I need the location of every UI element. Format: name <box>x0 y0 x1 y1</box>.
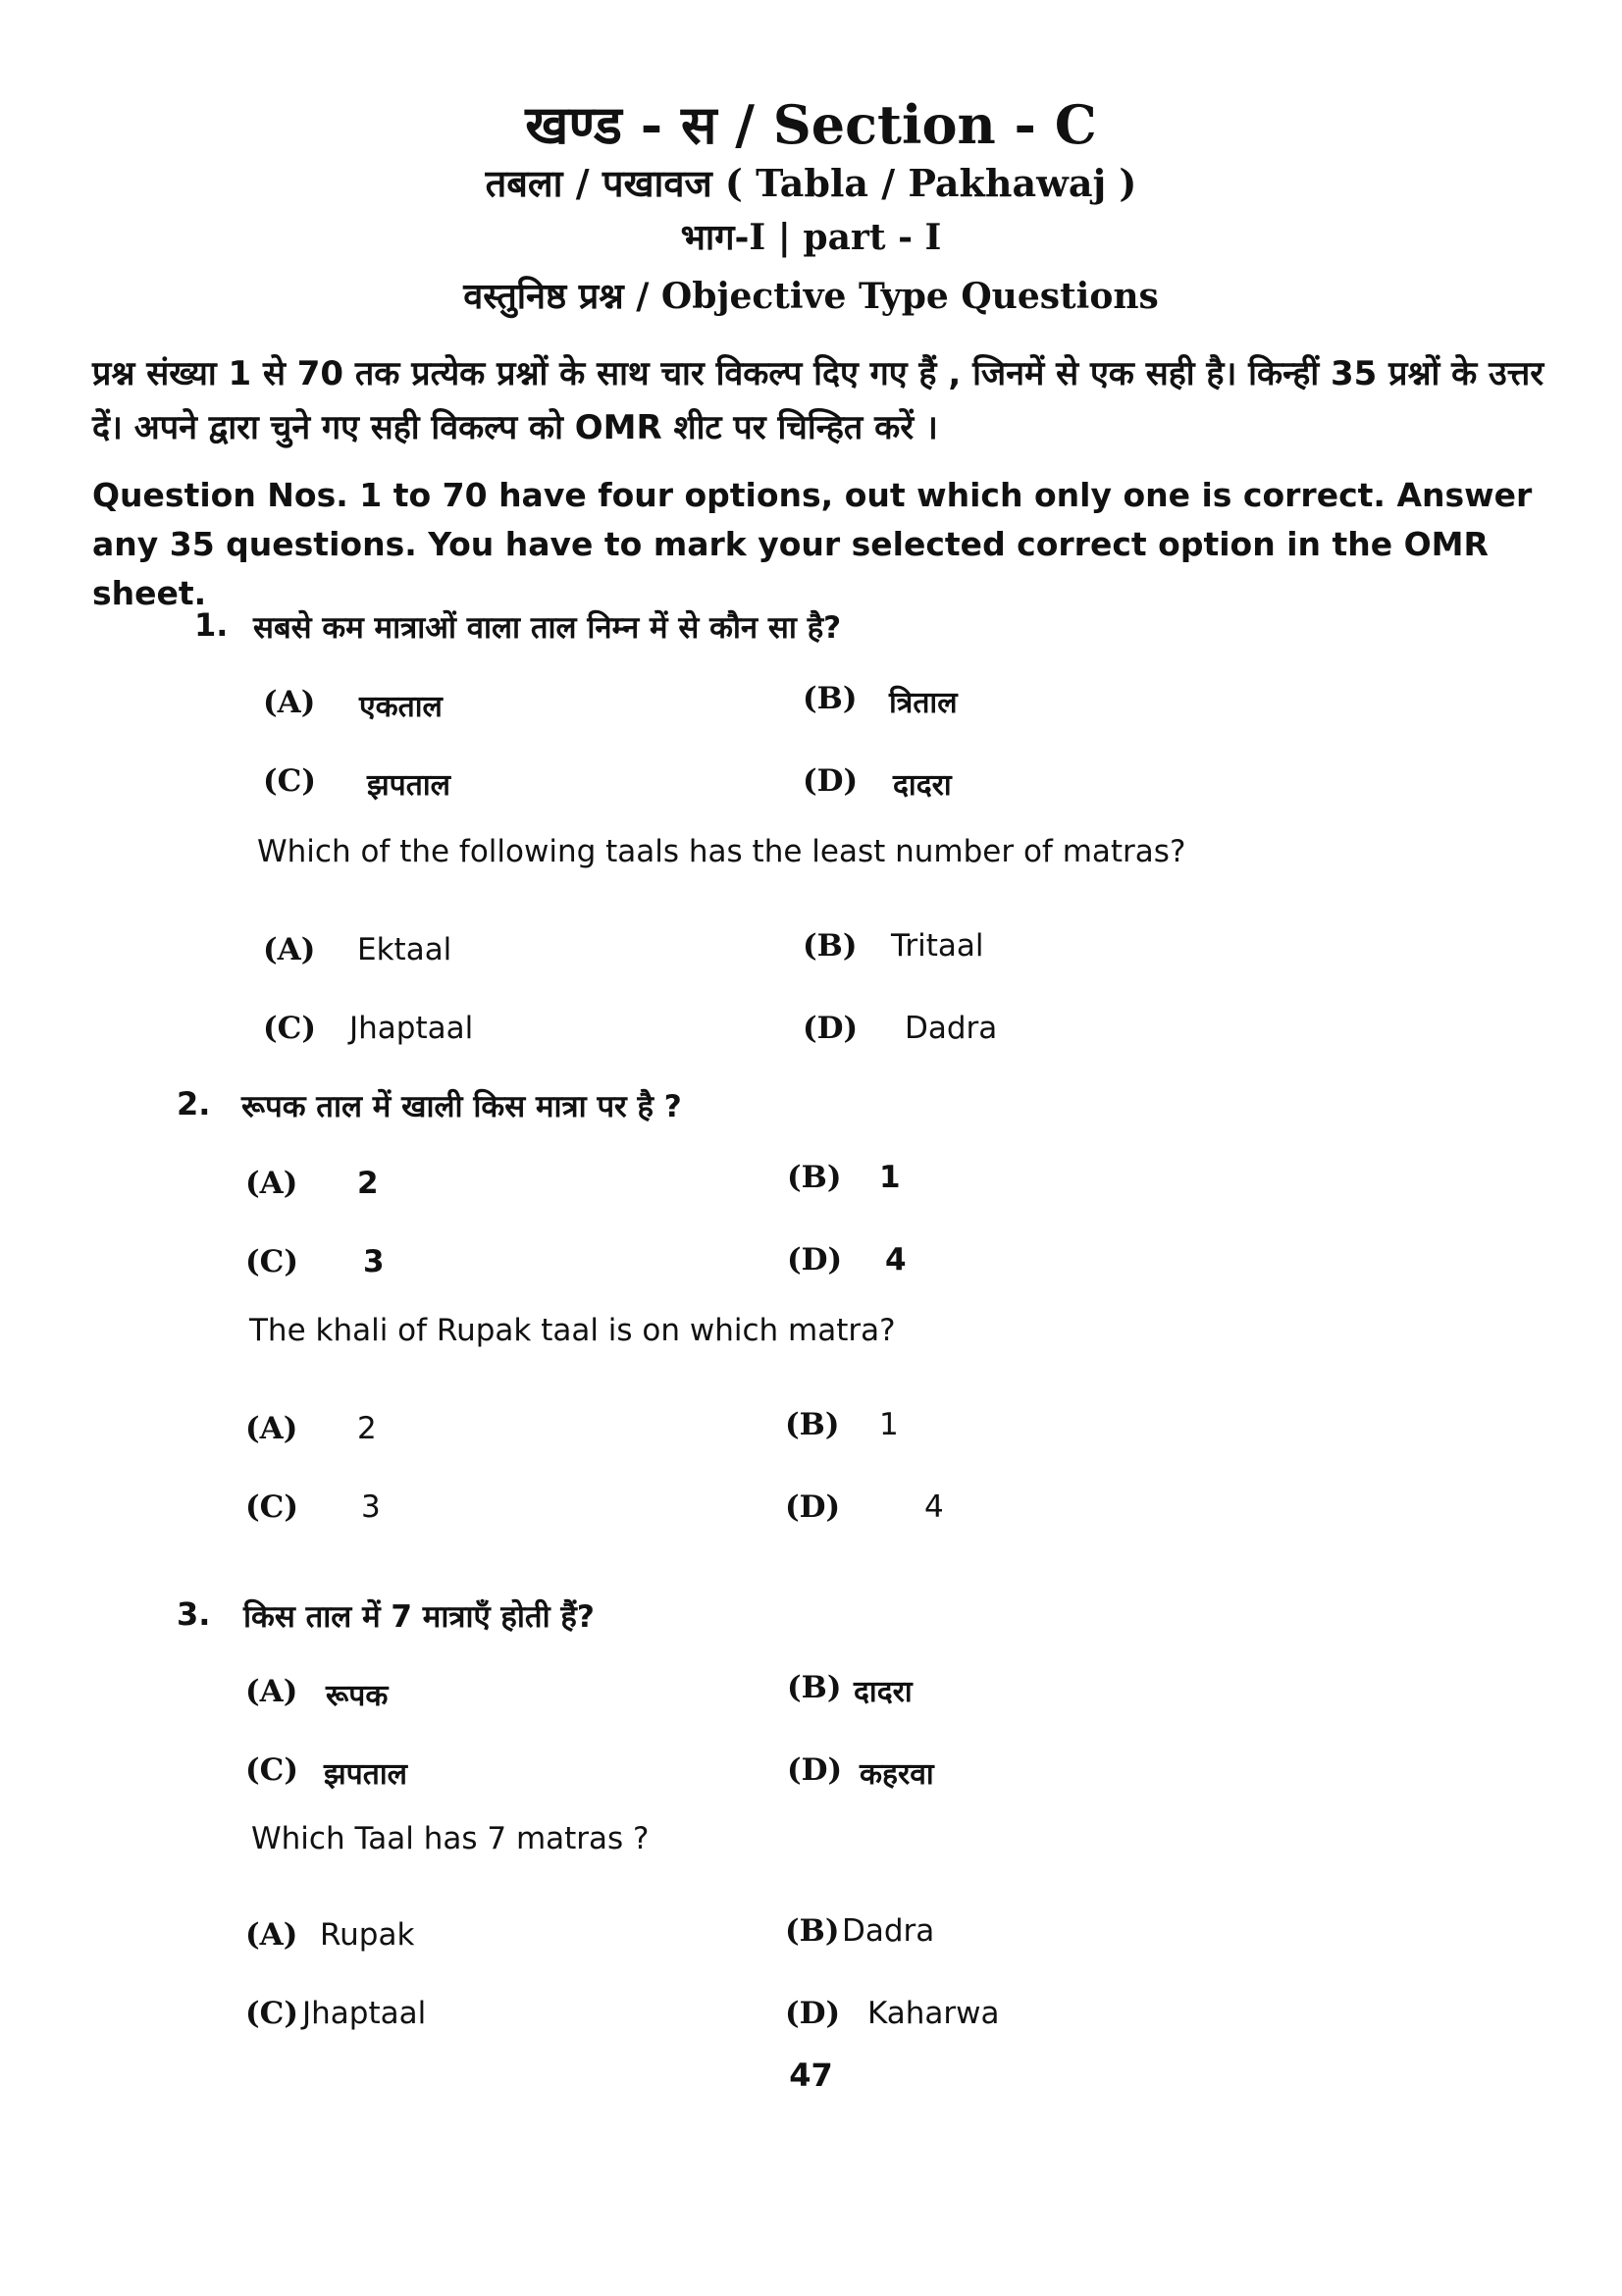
page-number: 47 <box>789 2057 833 2094</box>
option-label-c: (C) <box>245 1244 299 1279</box>
option-label-c: (C) <box>245 1752 299 1788</box>
option-a-hindi: एकताल <box>359 690 443 724</box>
option-label-c: (C) <box>263 763 317 799</box>
option-d-hindi: 4 <box>885 1242 907 1278</box>
option-label-a: (A) <box>263 932 316 967</box>
option-label-a: (A) <box>245 1166 298 1201</box>
option-d-english: Kaharwa <box>867 1996 1000 2031</box>
option-label-a: (A) <box>245 1411 298 1446</box>
question-type-title: वस्तुनिष्ठ प्रश्न / Objective Type Questions <box>463 276 1159 317</box>
option-label-d: (D) <box>803 1011 859 1046</box>
option-label-d: (D) <box>787 1752 843 1788</box>
option-a-english: 2 <box>357 1411 377 1446</box>
option-label-a: (A) <box>245 1917 298 1953</box>
question-text-english: Which of the following taals has the least number of matras? <box>257 834 1186 869</box>
option-label-d: (D) <box>787 1242 843 1278</box>
option-a-english: Ektaal <box>357 932 452 967</box>
option-c-hindi: झपताल <box>367 768 450 803</box>
option-label-b: (B) <box>785 1407 840 1442</box>
option-b-english: 1 <box>879 1407 899 1442</box>
option-d-hindi: कहरवा <box>860 1757 934 1792</box>
option-label-c: (C) <box>245 1489 299 1525</box>
question-text-hindi: सबसे कम मात्राओं वाला ताल निम्न में से कौन सा है? <box>253 610 842 646</box>
option-c-hindi: झपताल <box>324 1757 407 1792</box>
option-b-english: Tritaal <box>891 928 984 964</box>
option-label-b: (B) <box>803 928 858 964</box>
option-label-d: (D) <box>803 763 859 799</box>
option-d-english: 4 <box>924 1489 944 1525</box>
option-label-d: (D) <box>785 1489 841 1525</box>
option-label-b: (B) <box>785 1913 840 1949</box>
option-label-a: (A) <box>245 1674 298 1709</box>
option-b-hindi: त्रिताल <box>889 686 958 720</box>
option-label-b: (B) <box>803 681 858 716</box>
option-label-b: (B) <box>787 1670 842 1705</box>
section-title: खण्ड - स / Section - C <box>525 93 1097 156</box>
option-c-hindi: 3 <box>363 1244 385 1279</box>
instructions-english: Question Nos. 1 to 70 have four options, out which only one is correct. Answer any 35 questions. You have to mark your selected correct option in the OMR sheet. <box>92 476 1533 612</box>
subject-title: तबला / पखावज ( Tabla / Pakhawaj ) <box>485 161 1137 205</box>
option-b-english: Dadra <box>842 1913 935 1949</box>
option-a-hindi: रूपक <box>326 1679 389 1713</box>
option-label-d: (D) <box>785 1996 841 2031</box>
question-text-english: Which Taal has 7 matras ? <box>251 1821 650 1856</box>
option-d-english: Dadra <box>905 1011 998 1046</box>
option-label-c: (C) <box>245 1996 299 2031</box>
question-number: 1. <box>194 606 229 644</box>
option-a-hindi: 2 <box>357 1166 379 1201</box>
question-text-hindi: किस ताल में 7 मात्राएँ होती हैं? <box>243 1599 595 1635</box>
option-b-hindi: दादरा <box>854 1675 913 1709</box>
option-b-hindi: 1 <box>879 1160 901 1195</box>
option-c-english: 3 <box>361 1489 381 1525</box>
option-c-english: Jhaptaal <box>302 1996 427 2031</box>
question-text-hindi: रूपक ताल में खाली किस मात्रा पर है ? <box>241 1089 682 1124</box>
part-title: भाग-I | part - I <box>680 217 942 258</box>
instructions-hindi: प्रश्न संख्या 1 से 70 तक प्रत्येक प्रश्नों के साथ चार विकल्प दिए गए हैं , जिनमें से एक सही है। किन्हीं 35 प्रश्नों के उत्तर दें। अपने द्वारा चुने गए सही विकल्प को OMR शीट पर चिन्हित करें । <box>92 354 1544 447</box>
option-c-english: Jhaptaal <box>349 1011 474 1046</box>
question-number: 3. <box>177 1595 211 1633</box>
option-label-a: (A) <box>263 685 316 720</box>
option-label-b: (B) <box>787 1160 842 1195</box>
option-label-c: (C) <box>263 1011 317 1046</box>
question-number: 2. <box>177 1085 211 1122</box>
question-text-english: The khali of Rupak taal is on which matra? <box>249 1313 896 1348</box>
option-d-hindi: दादरा <box>893 768 952 803</box>
option-a-english: Rupak <box>320 1917 415 1953</box>
